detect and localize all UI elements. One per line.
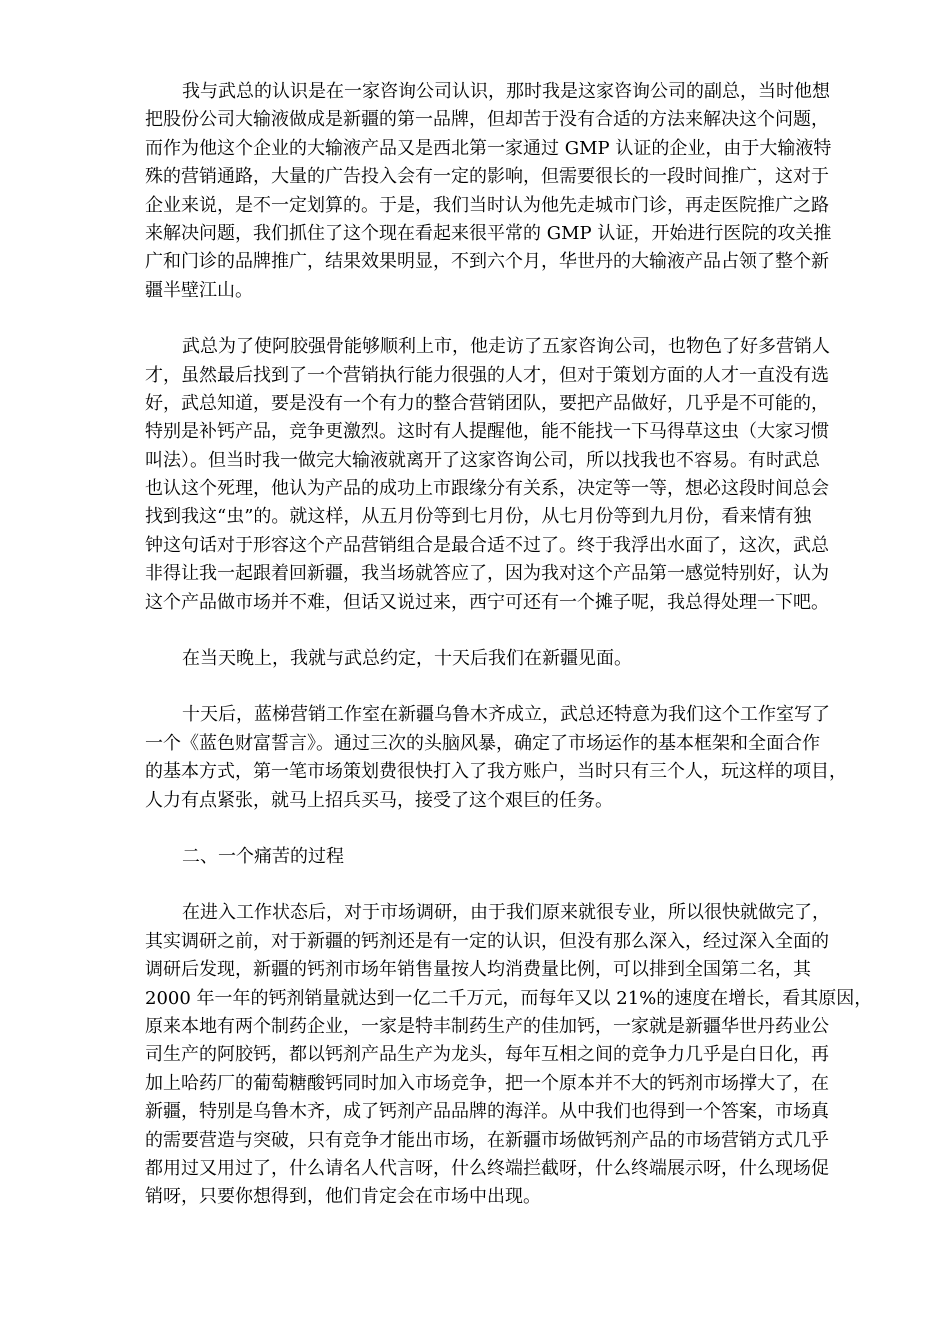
text-line: 在进入工作状态后，对于市场调研，由于我们原来就很专业，所以很快就做完了， bbox=[182, 902, 830, 924]
text-line: 一个《蓝色财富誓言》。通过三次的头脑风暴，确定了市场运作的基本框架和全面合作 bbox=[145, 732, 820, 754]
text-line: 的需要营造与突破，只有竞争才能出市场，在新疆市场做钙剂产品的市场营销方式几乎 bbox=[145, 1129, 829, 1151]
text-line: 叫法）。但当时我一做完大输液就离开了这家咨询公司，所以找我也不容易。有时武总 bbox=[145, 449, 820, 471]
text-line: 调研后发现，新疆的钙剂市场年销售量按人均消费量比例，可以排到全国第二名，其 bbox=[145, 959, 811, 981]
text-line: 疆半壁江山。 bbox=[145, 279, 253, 301]
document-page bbox=[145, 78, 890, 1240]
heading-text: 二、一个痛苦的过程 bbox=[182, 845, 344, 867]
text-line: 销呀，只要你想得到，他们肯定会在市场中出现。 bbox=[145, 1186, 541, 1208]
paragraph-search bbox=[145, 333, 890, 617]
paragraph-research bbox=[145, 899, 890, 1211]
text-line: 来解决问题，我们抓住了这个现在看起来很平常的 GMP 认证，开始进行医院的攻关推 bbox=[145, 222, 832, 244]
paragraph-acquaintance bbox=[145, 78, 890, 305]
text-line: 我与武总的认识是在一家咨询公司认识，那时我是这家咨询公司的副总，当时他想 bbox=[182, 81, 830, 102]
text-line: 特别是补钙产品，竞争更激烈。这时有人提醒他，能不能找一下马得草这虫（大家习惯 bbox=[145, 421, 829, 443]
text-line: 企业来说，是不一定划算的。于是，我们当时认为他先走城市门诊，再走医院推广之路 bbox=[145, 194, 829, 216]
text-line: 广和门诊的品牌推广，结果效果明显，不到六个月，华世丹的大输液产品占领了整个新 bbox=[145, 251, 829, 273]
text-line: 都用过又用过了，什么请名人代言呀，什么终端拦截呀，什么终端展示呀，什么现场促 bbox=[145, 1157, 829, 1179]
text-line: 才，虽然最后找到了一个营销执行能力很强的人才，但对于策划方面的人才一直没有选 bbox=[145, 364, 829, 386]
text-line: 原来本地有两个制药企业，一家是特丰制药生产的佳加钙，一家就是新疆华世丹药业公 bbox=[145, 1015, 829, 1037]
text-line: 在当天晚上，我就与武总约定，十天后我们在新疆见面。 bbox=[182, 648, 632, 670]
text-line: 也认这个死理，他认为产品的成功上市跟缘分有关系，决定等一等，想必这段时间总会 bbox=[145, 478, 829, 500]
text-line: 而作为他这个企业的大输液产品又是西北第一家通过 GMP 认证的企业，由于大输液特 bbox=[145, 137, 832, 159]
text-line: 人力有点紧张，就马上招兵买马，接受了这个艰巨的任务。 bbox=[145, 789, 613, 811]
text-line: 非得让我一起跟着回新疆，我当场就答应了，因为我对这个产品第一感觉特别好，认为 bbox=[145, 563, 829, 585]
text-line: 其实调研之前，对于新疆的钙剂还是有一定的认识，但没有那么深入，经过深入全面的 bbox=[145, 930, 829, 952]
text-line: 加上哈药厂的葡萄糖酸钙同时加入市场竞争，把一个原本并不大的钙剂市场撑大了，在 bbox=[145, 1072, 829, 1094]
text-line: 2000 年一年的钙剂销量就达到一亿二千万元，而每年又以 21%的速度在增长，看其原因， bbox=[145, 987, 873, 1009]
text-line: 司生产的阿胶钙，都以钙剂产品生产为龙头，每年互相之间的竞争力几乎是白日化，再 bbox=[145, 1044, 829, 1066]
section-heading bbox=[145, 843, 890, 871]
text-line: 新疆，特别是乌鲁木齐，成了钙剂产品品牌的海洋。从中我们也得到一个答案，市场真 bbox=[145, 1101, 829, 1123]
text-line: 钟这句话对于形容这个产品营销组合是最合适不过了。终于我浮出水面了，这次，武总 bbox=[145, 534, 829, 556]
text-line: 把股份公司大输液做成是新疆的第一品牌，但却苦于没有合适的方法来解决这个问题， bbox=[145, 109, 829, 131]
text-line: 殊的营销通路，大量的广告投入会有一定的影响，但需要很长的一段时间推广，这对于 bbox=[145, 166, 829, 188]
text-line: 找到我这“虫”的。就这样，从五月份等到七月份，从七月份等到九月份，看来情有独 bbox=[145, 506, 812, 528]
text-line: 好，武总知道，要是没有一个有力的整合营销团队，要把产品做好，几乎是不可能的， bbox=[145, 392, 829, 414]
paragraph-studio bbox=[145, 701, 890, 815]
paragraph-appointment bbox=[145, 645, 890, 673]
text-line: 十天后，蓝梯营销工作室在新疆乌鲁木齐成立，武总还特意为我们这个工作室写了 bbox=[182, 704, 830, 726]
text-line: 的基本方式，第一笔市场策划费很快打入了我方账户，当时只有三个人，玩这样的项目， bbox=[145, 761, 847, 783]
text-line: 武总为了使阿胶强骨能够顺利上市，他走访了五家咨询公司，也物色了好多营销人 bbox=[182, 336, 830, 358]
text-line: 这个产品做市场并不难，但话又说过来，西宁可还有一个摊子呢，我总得处理一下吧。 bbox=[145, 591, 829, 613]
